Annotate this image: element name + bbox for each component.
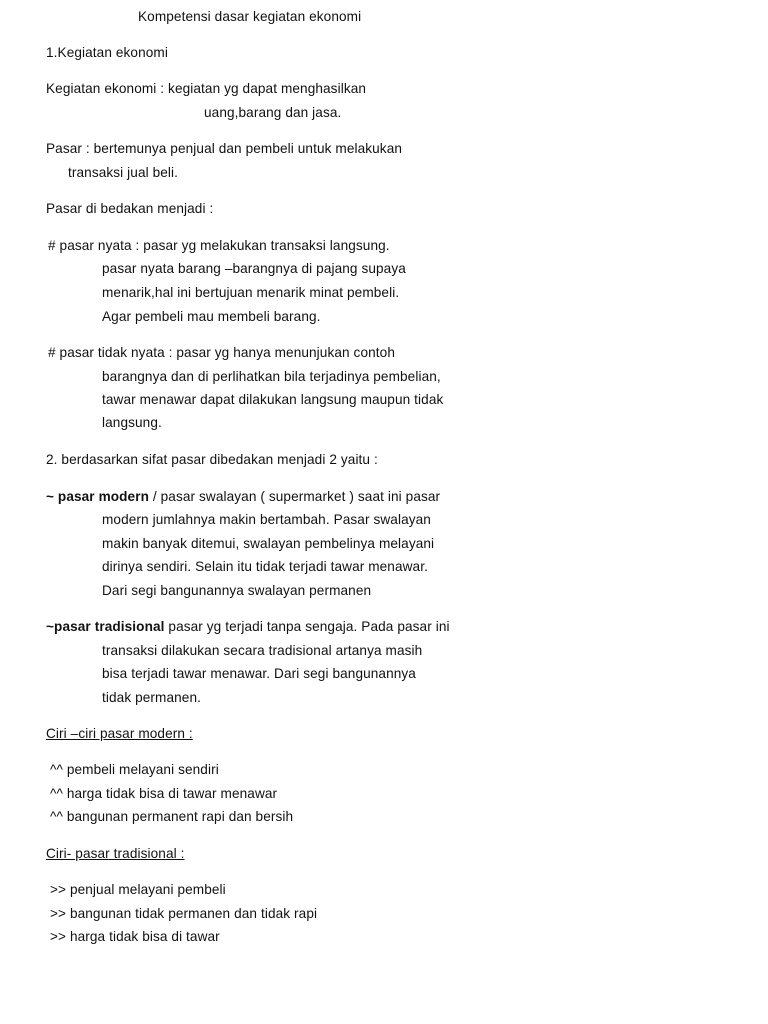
pasar-tradisional-term: ~pasar tradisional xyxy=(46,619,165,634)
ciri-modern-item: ^^ harga tidak bisa di tawar menawar xyxy=(50,786,278,801)
pasar-definition-line1: Pasar : bertemunya penjual dan pembeli untuk melakukan xyxy=(46,141,403,156)
pasar-tradisional-line: bisa terjadi tawar menawar. Dari segi bangunannya xyxy=(102,666,416,681)
pasar-modern-line: Dari segi bangunannya swalayan permanen xyxy=(102,583,372,598)
ciri-tradisional-heading: Ciri- pasar tradisional : xyxy=(46,846,185,861)
section1-heading: 1.Kegiatan ekonomi xyxy=(46,45,168,60)
kegiatan-definition-line1: Kegiatan ekonomi : kegiatan yg dapat menghasilkan xyxy=(46,81,367,96)
pasar-nyata-line: pasar nyata barang –barangnya di pajang supaya xyxy=(102,261,406,276)
kegiatan-definition-line2: uang,barang dan jasa. xyxy=(204,105,342,120)
pasar-modern-line: modern jumlahnya makin bertambah. Pasar swalayan xyxy=(102,512,431,527)
pasar-tidak-nyata-line: barangnya dan di perlihatkan bila terjadinya pembelian, xyxy=(102,369,441,384)
pasar-modern-term: ~ pasar modern xyxy=(46,489,150,504)
ciri-modern-item: ^^ pembeli melayani sendiri xyxy=(50,762,219,777)
pasar-modern-first-line xyxy=(46,488,440,506)
ciri-tradisional-item: >> harga tidak bisa di tawar xyxy=(50,929,220,944)
document-title: Kompetensi dasar kegiatan ekonomi xyxy=(138,9,362,24)
pasar-tradisional-first-line-rest: pasar yg terjadi tanpa sengaja. Pada pasar ini xyxy=(164,619,450,634)
pasar-modern-line: dirinya sendiri. Selain itu tidak terjadi tawar menawar. xyxy=(102,559,428,574)
pasar-nyata-line: # pasar nyata : pasar yg melakukan transaksi langsung. xyxy=(48,238,390,253)
pasar-modern-first-line-rest: / pasar swalayan ( supermarket ) saat ini pasar xyxy=(149,489,441,504)
pasar-tidak-nyata-line: # pasar tidak nyata : pasar yg hanya menunjukan contoh xyxy=(48,345,395,360)
pasar-nyata-line: Agar pembeli mau membeli barang. xyxy=(102,309,321,324)
ciri-tradisional-item: >> penjual melayani pembeli xyxy=(50,882,226,897)
pasar-tradisional-first-line xyxy=(46,618,450,636)
pasar-tradisional-line: transaksi dilakukan secara tradisional artanya masih xyxy=(102,643,423,658)
ciri-modern-item: ^^ bangunan permanent rapi dan bersih xyxy=(50,809,294,824)
pasar-modern-line: makin banyak ditemui, swalayan pembelinya melayani xyxy=(102,536,435,551)
ciri-modern-heading: Ciri –ciri pasar modern : xyxy=(46,726,193,741)
pasar-tradisional-line: tidak permanen. xyxy=(102,690,201,705)
pasar-tidak-nyata-line: langsung. xyxy=(102,415,162,430)
section2-heading: 2. berdasarkan sifat pasar dibedakan menjadi 2 yaitu : xyxy=(46,452,378,467)
pasar-nyata-line: menarik,hal ini bertujuan menarik minat pembeli. xyxy=(102,285,400,300)
pasar-definition-line2: transaksi jual beli. xyxy=(68,165,179,180)
ciri-tradisional-item: >> bangunan tidak permanen dan tidak rapi xyxy=(50,906,318,921)
pasar-tidak-nyata-line: tawar menawar dapat dilakukan langsung maupun tidak xyxy=(102,392,444,407)
pasar-dibedakan: Pasar di bedakan menjadi : xyxy=(46,201,214,216)
